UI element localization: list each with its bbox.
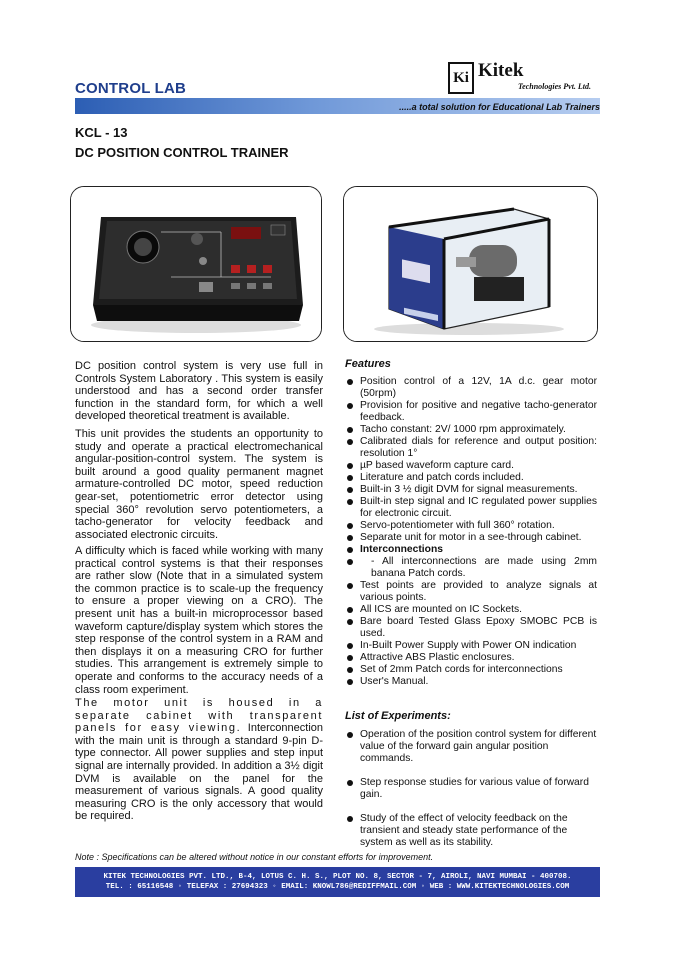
list-item: Study of the effect of velocity feedback on the transient and steady state performance of the system as well as its stability.	[345, 813, 597, 849]
intro-paragraph: DC position control system is very use full in Controls System Laboratory . This system is easily understood and has a second order transfer function in the standard form, for which a well developed theoretical treatment is available.	[75, 360, 323, 423]
section-title: CONTROL LAB	[75, 80, 187, 97]
logo-mark: Ki	[448, 62, 474, 94]
list-item: Position control of a 12V, 1A d.c. gear motor (50rpm)	[345, 376, 597, 400]
description-paragraph-2: This unit provides the students an opportunity to study and operate a practical electromechanical angular-position-control system. The system is built around a good quality permanent magnet armature-controlled DC motor, speed reduction gear-set, potentiometric error detector using special 360° revolution servo potentiometers, a tacho-generator for velocity feedback and associated electronic circuits.	[75, 428, 323, 541]
list-item: Literature and patch cords included.	[345, 472, 597, 484]
list-item: Step response studies for various value of forward gain.	[345, 777, 597, 801]
list-item: Built-in step signal and IC regulated power supplies for electronic circuit.	[345, 496, 597, 520]
list-item: Interconnections	[345, 544, 597, 556]
features-heading: Features	[345, 358, 391, 370]
interconnection-text: Interconnection with the main unit is through a standard 9-pin D-type connector. All power supplies and step input signal are internally provided. In addition a 3½ digit DVM is available on the panel for the measurement of various signals. A good quality measuring CRO is the only accessory that would be required.	[75, 722, 324, 823]
footer-address: KITEK TECHNOLOGIES PVT. LTD., B-4, LOTUS C. H. S., PLOT NO. 8, SECTOR - 7, AIROLI, NAVI MUMBAI - 400708.	[103, 873, 572, 881]
list-item: User's Manual.	[345, 676, 597, 688]
tagline: .....a total solution for Educational Lab Trainers	[399, 102, 600, 112]
footer-contact-bar	[75, 867, 600, 897]
motor-cabinet-photo	[343, 186, 598, 342]
list-item: All ICS are mounted on IC Sockets.	[345, 604, 597, 616]
features-list	[345, 376, 597, 688]
logo-name: Kitek	[478, 60, 524, 81]
list-item: Separate unit for motor in a see-through cabinet.	[345, 532, 597, 544]
list-item: Attractive ABS Plastic enclosures.	[345, 652, 597, 664]
motor-cabinet-illustration	[344, 187, 597, 341]
kitek-logo	[448, 60, 598, 94]
list-item: Test points are provided to analyze signals at various points.	[345, 580, 597, 604]
list-item: Operation of the position control system for different value of the forward gain angular position commands.	[345, 729, 597, 765]
cabinet-sentence: The motor unit is housed in a separate cabinet with transparent panels for easy viewing.	[75, 697, 323, 735]
experiments-list	[345, 729, 597, 861]
list-item: Set of 2mm Patch cords for interconnections	[345, 664, 597, 676]
trainer-photo	[70, 186, 322, 342]
description-paragraph-3: A difficulty which is faced while working with many practical control systems is that their responses are rather slow (Note that in a simulated system the common practice is to scale-up the frequency to ensure a proper viewing on a CRO). The present unit has a built-in microprocessor based waveform capture/display system which stores the step response of the control system in a RAM and then displays it on a measuring CRO for further studies. This arrangement is extremely simple to operate and conforms to the accuracy needs of a class room experiment.	[75, 545, 323, 696]
trainer-illustration	[71, 187, 321, 341]
description-paragraph-4	[75, 697, 323, 823]
list-item: - All interconnections are made using 2mm banana Patch cords.	[345, 556, 597, 580]
disclaimer-note: Note : Specifications can be altered without notice in our constant efforts for improvement.	[75, 852, 434, 862]
list-item: Calibrated dials for reference and output position: resolution 1°	[345, 436, 597, 460]
list-item: Bare board Tested Glass Epoxy SMOBC PCB is used.	[345, 616, 597, 640]
logo-subtitle: Technologies Pvt. Ltd.	[518, 82, 592, 91]
list-item: Tacho constant: 2V/ 1000 rpm approximately.	[345, 424, 597, 436]
list-item: Servo-potentiometer with full 360° rotation.	[345, 520, 597, 532]
list-item: Built-in 3 ½ digit DVM for signal measurements.	[345, 484, 597, 496]
experiments-heading: List of Experiments:	[345, 710, 451, 722]
product-title: DC POSITION CONTROL TRAINER	[75, 145, 289, 160]
list-item: In-Built Power Supply with Power ON indication	[345, 640, 597, 652]
list-item: Provision for positive and negative tacho-generator feedback.	[345, 400, 597, 424]
footer-contacts: TEL. : 65116548 ◦ TELEFAX : 27694323 ◦ EMAIL: KNOWL786@REDIFFMAIL.COM ◦ WEB : WWW.KITEKTECHNOLOGIES.COM	[105, 883, 570, 891]
model-number: KCL - 13	[75, 125, 128, 140]
list-item: µP based waveform capture card.	[345, 460, 597, 472]
